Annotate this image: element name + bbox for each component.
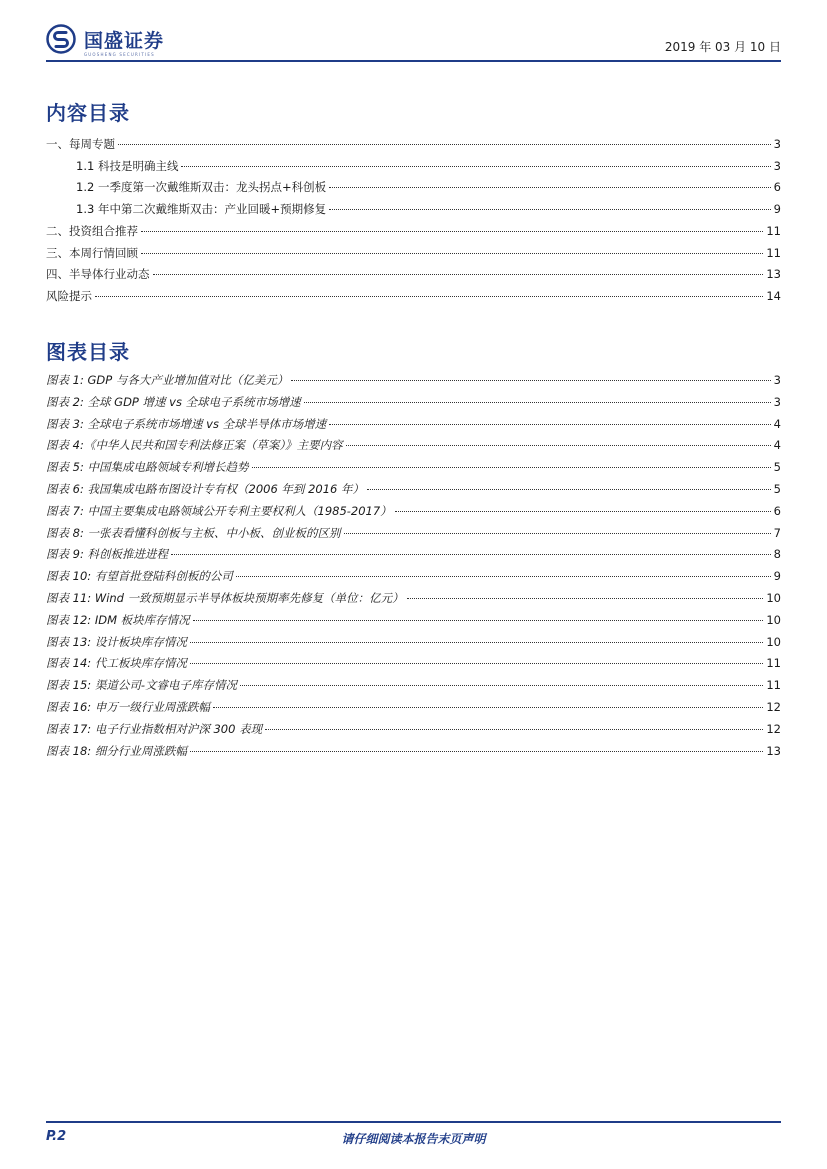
- toc-entry[interactable]: [46, 373, 781, 388]
- toc-entry-title: 1.1 科技是明确主线: [76, 159, 179, 173]
- toc-entry[interactable]: [46, 678, 781, 693]
- toc-entry[interactable]: [76, 202, 781, 217]
- contents-title: 内容目录: [46, 101, 130, 125]
- toc-entry-title: 图表 3: 全球电子系统市场增速 vs 全球半导体市场增速: [46, 417, 327, 431]
- toc-leader-dots: [329, 424, 771, 425]
- toc-leader-dots: [95, 296, 763, 297]
- toc-leader-dots: [329, 187, 771, 188]
- toc-leader-dots: [265, 729, 763, 730]
- toc-entry[interactable]: [46, 569, 781, 584]
- toc-leader-dots: [367, 489, 771, 490]
- toc-entry-title: 图表 16: 申万一级行业周涨跌幅: [46, 700, 210, 714]
- toc-leader-dots: [141, 231, 763, 232]
- toc-entry[interactable]: [46, 137, 781, 152]
- toc-entry-title: 图表 14: 代工板块库存情况: [46, 656, 187, 670]
- company-name-en: GUOSHENG SECURITIES: [84, 52, 155, 57]
- toc-entry-page: 3: [773, 137, 781, 151]
- report-date: 2019 年 03 月 10 日: [664, 40, 781, 54]
- toc-entry-page: 8: [773, 547, 781, 561]
- toc-entry-page: 11: [766, 224, 781, 238]
- toc-leader-dots: [190, 663, 764, 664]
- toc-leader-dots: [329, 209, 771, 210]
- toc-entry-title: 图表 15: 渠道公司-文睿电子库存情况: [46, 678, 237, 692]
- toc-entry-title: 图表 13: 设计板块库存情况: [46, 635, 187, 649]
- toc-entry[interactable]: [76, 180, 781, 195]
- page-header: [46, 22, 781, 62]
- toc-entry[interactable]: [46, 656, 781, 671]
- toc-entry-page: 9: [773, 569, 781, 583]
- page-number: P.2: [46, 1129, 67, 1144]
- toc-entry[interactable]: [46, 526, 781, 541]
- company-logo: [46, 24, 164, 54]
- toc-leader-dots: [193, 620, 764, 621]
- toc-entry-page: 10: [766, 635, 781, 649]
- toc-leader-dots: [141, 253, 763, 254]
- company-logo-icon: [46, 24, 76, 54]
- toc-entry-title: 一、每周专题: [46, 137, 115, 151]
- toc-entry-page: 3: [773, 159, 781, 173]
- toc-leader-dots: [190, 751, 764, 752]
- toc-leader-dots: [240, 685, 763, 686]
- toc-entry-page: 6: [773, 180, 781, 194]
- toc-entry-title: 1.3 年中第二次戴维斯双击：产业回暖+预期修复: [76, 202, 327, 216]
- toc-entry-title: 三、本周行情回顾: [46, 246, 138, 260]
- toc-leader-dots: [236, 576, 771, 577]
- toc-entry-page: 12: [766, 700, 781, 714]
- toc-entry[interactable]: [46, 438, 781, 453]
- toc-entry[interactable]: [46, 460, 781, 475]
- toc-entry-title: 图表 8: 一张表看懂科创板与主板、中小板、创业板的区别: [46, 526, 341, 540]
- toc-entry[interactable]: [46, 744, 781, 759]
- figures-title: 图表目录: [46, 340, 130, 364]
- toc-entry-page: 4: [773, 438, 781, 452]
- toc-entry-title: 图表 18: 细分行业周涨跌幅: [46, 744, 187, 758]
- toc-entry-page: 7: [773, 526, 781, 540]
- toc-entry-page: 11: [766, 656, 781, 670]
- toc-entry-title: 四、半导体行业动态: [46, 267, 150, 281]
- toc-entry[interactable]: [46, 417, 781, 432]
- toc-entry-title: 图表 17: 电子行业指数相对沪深 300 表现: [46, 722, 263, 736]
- toc-leader-dots: [171, 554, 771, 555]
- toc-entry[interactable]: [46, 591, 781, 606]
- toc-entry-title: 图表 1: GDP 与各大产业增加值对比（亿美元）: [46, 373, 289, 387]
- toc-entry-page: 11: [766, 246, 781, 260]
- toc-entry-page: 10: [766, 591, 781, 605]
- toc-leader-dots: [252, 467, 771, 468]
- toc-entry-title: 1.2 一季度第一次戴维斯双击：龙头拐点+科创板: [76, 180, 327, 194]
- toc-entry-page: 5: [773, 460, 781, 474]
- toc-leader-dots: [344, 533, 771, 534]
- toc-entry[interactable]: [46, 722, 781, 737]
- toc-entry[interactable]: [46, 395, 781, 410]
- toc-entry[interactable]: [46, 224, 781, 239]
- toc-leader-dots: [181, 166, 770, 167]
- toc-entry-title: 图表 7: 中国主要集成电路领域公开专利主要权利人（1985-2017）: [46, 504, 392, 518]
- toc-entry-title: 图表 12: IDM 板块库存情况: [46, 613, 190, 627]
- company-name: 国盛证券: [84, 29, 165, 52]
- toc-entry[interactable]: [46, 504, 781, 519]
- footer-disclaimer: 请仔细阅读本报告末页声明: [341, 1132, 486, 1146]
- toc-entry-page: 10: [766, 613, 781, 627]
- toc-entry-page: 3: [773, 395, 781, 409]
- toc-entry-title: 图表 11: Wind 一致预期显示半导体板块预期率先修复（单位：亿元）: [46, 591, 404, 605]
- toc-entry-title: 图表 4:《中华人民共和国专利法修正案（草案）》主要内容: [46, 438, 343, 452]
- toc-entry[interactable]: [46, 635, 781, 650]
- toc-entry-page: 11: [766, 678, 781, 692]
- toc-entry-title: 二、投资组合推荐: [46, 224, 138, 238]
- toc-entry-title: 风险提示: [46, 289, 92, 303]
- toc-entry-title: 图表 2: 全球 GDP 增速 vs 全球电子系统市场增速: [46, 395, 301, 409]
- toc-leader-dots: [118, 144, 771, 145]
- toc-entry-title: 图表 6: 我国集成电路布图设计专有权（2006 年到 2016 年）: [46, 482, 364, 496]
- toc-leader-dots: [304, 402, 771, 403]
- toc-leader-dots: [190, 642, 764, 643]
- toc-entry[interactable]: [46, 613, 781, 628]
- toc-leader-dots: [395, 511, 771, 512]
- toc-entry-title: 图表 10: 有望首批登陆科创板的公司: [46, 569, 233, 583]
- toc-entry[interactable]: [46, 700, 781, 715]
- toc-entry-page: 14: [766, 289, 781, 303]
- toc-entry-page: 13: [766, 744, 781, 758]
- toc-entry-title: 图表 5: 中国集成电路领域专利增长趋势: [46, 460, 249, 474]
- toc-entry-title: 图表 9: 科创板推进进程: [46, 547, 169, 561]
- toc-entry-page: 5: [773, 482, 781, 496]
- toc-entry[interactable]: [46, 547, 781, 562]
- toc-entry-page: 9: [773, 202, 781, 216]
- toc-leader-dots: [346, 445, 771, 446]
- toc-entry[interactable]: [46, 482, 781, 497]
- toc-entry[interactable]: [46, 267, 781, 282]
- toc-entry-page: 6: [773, 504, 781, 518]
- toc-entry-page: 4: [773, 417, 781, 431]
- toc-entry-page: 3: [773, 373, 781, 387]
- toc-entry-page: 12: [766, 722, 781, 736]
- toc-leader-dots: [213, 707, 764, 708]
- toc-leader-dots: [153, 274, 764, 275]
- toc-entry[interactable]: [46, 289, 781, 304]
- page-footer: [46, 1121, 781, 1153]
- toc-entry-page: 13: [766, 267, 781, 281]
- toc-leader-dots: [407, 598, 764, 599]
- toc-leader-dots: [291, 380, 770, 381]
- toc-entry[interactable]: [76, 159, 781, 174]
- toc-entry[interactable]: [46, 246, 781, 261]
